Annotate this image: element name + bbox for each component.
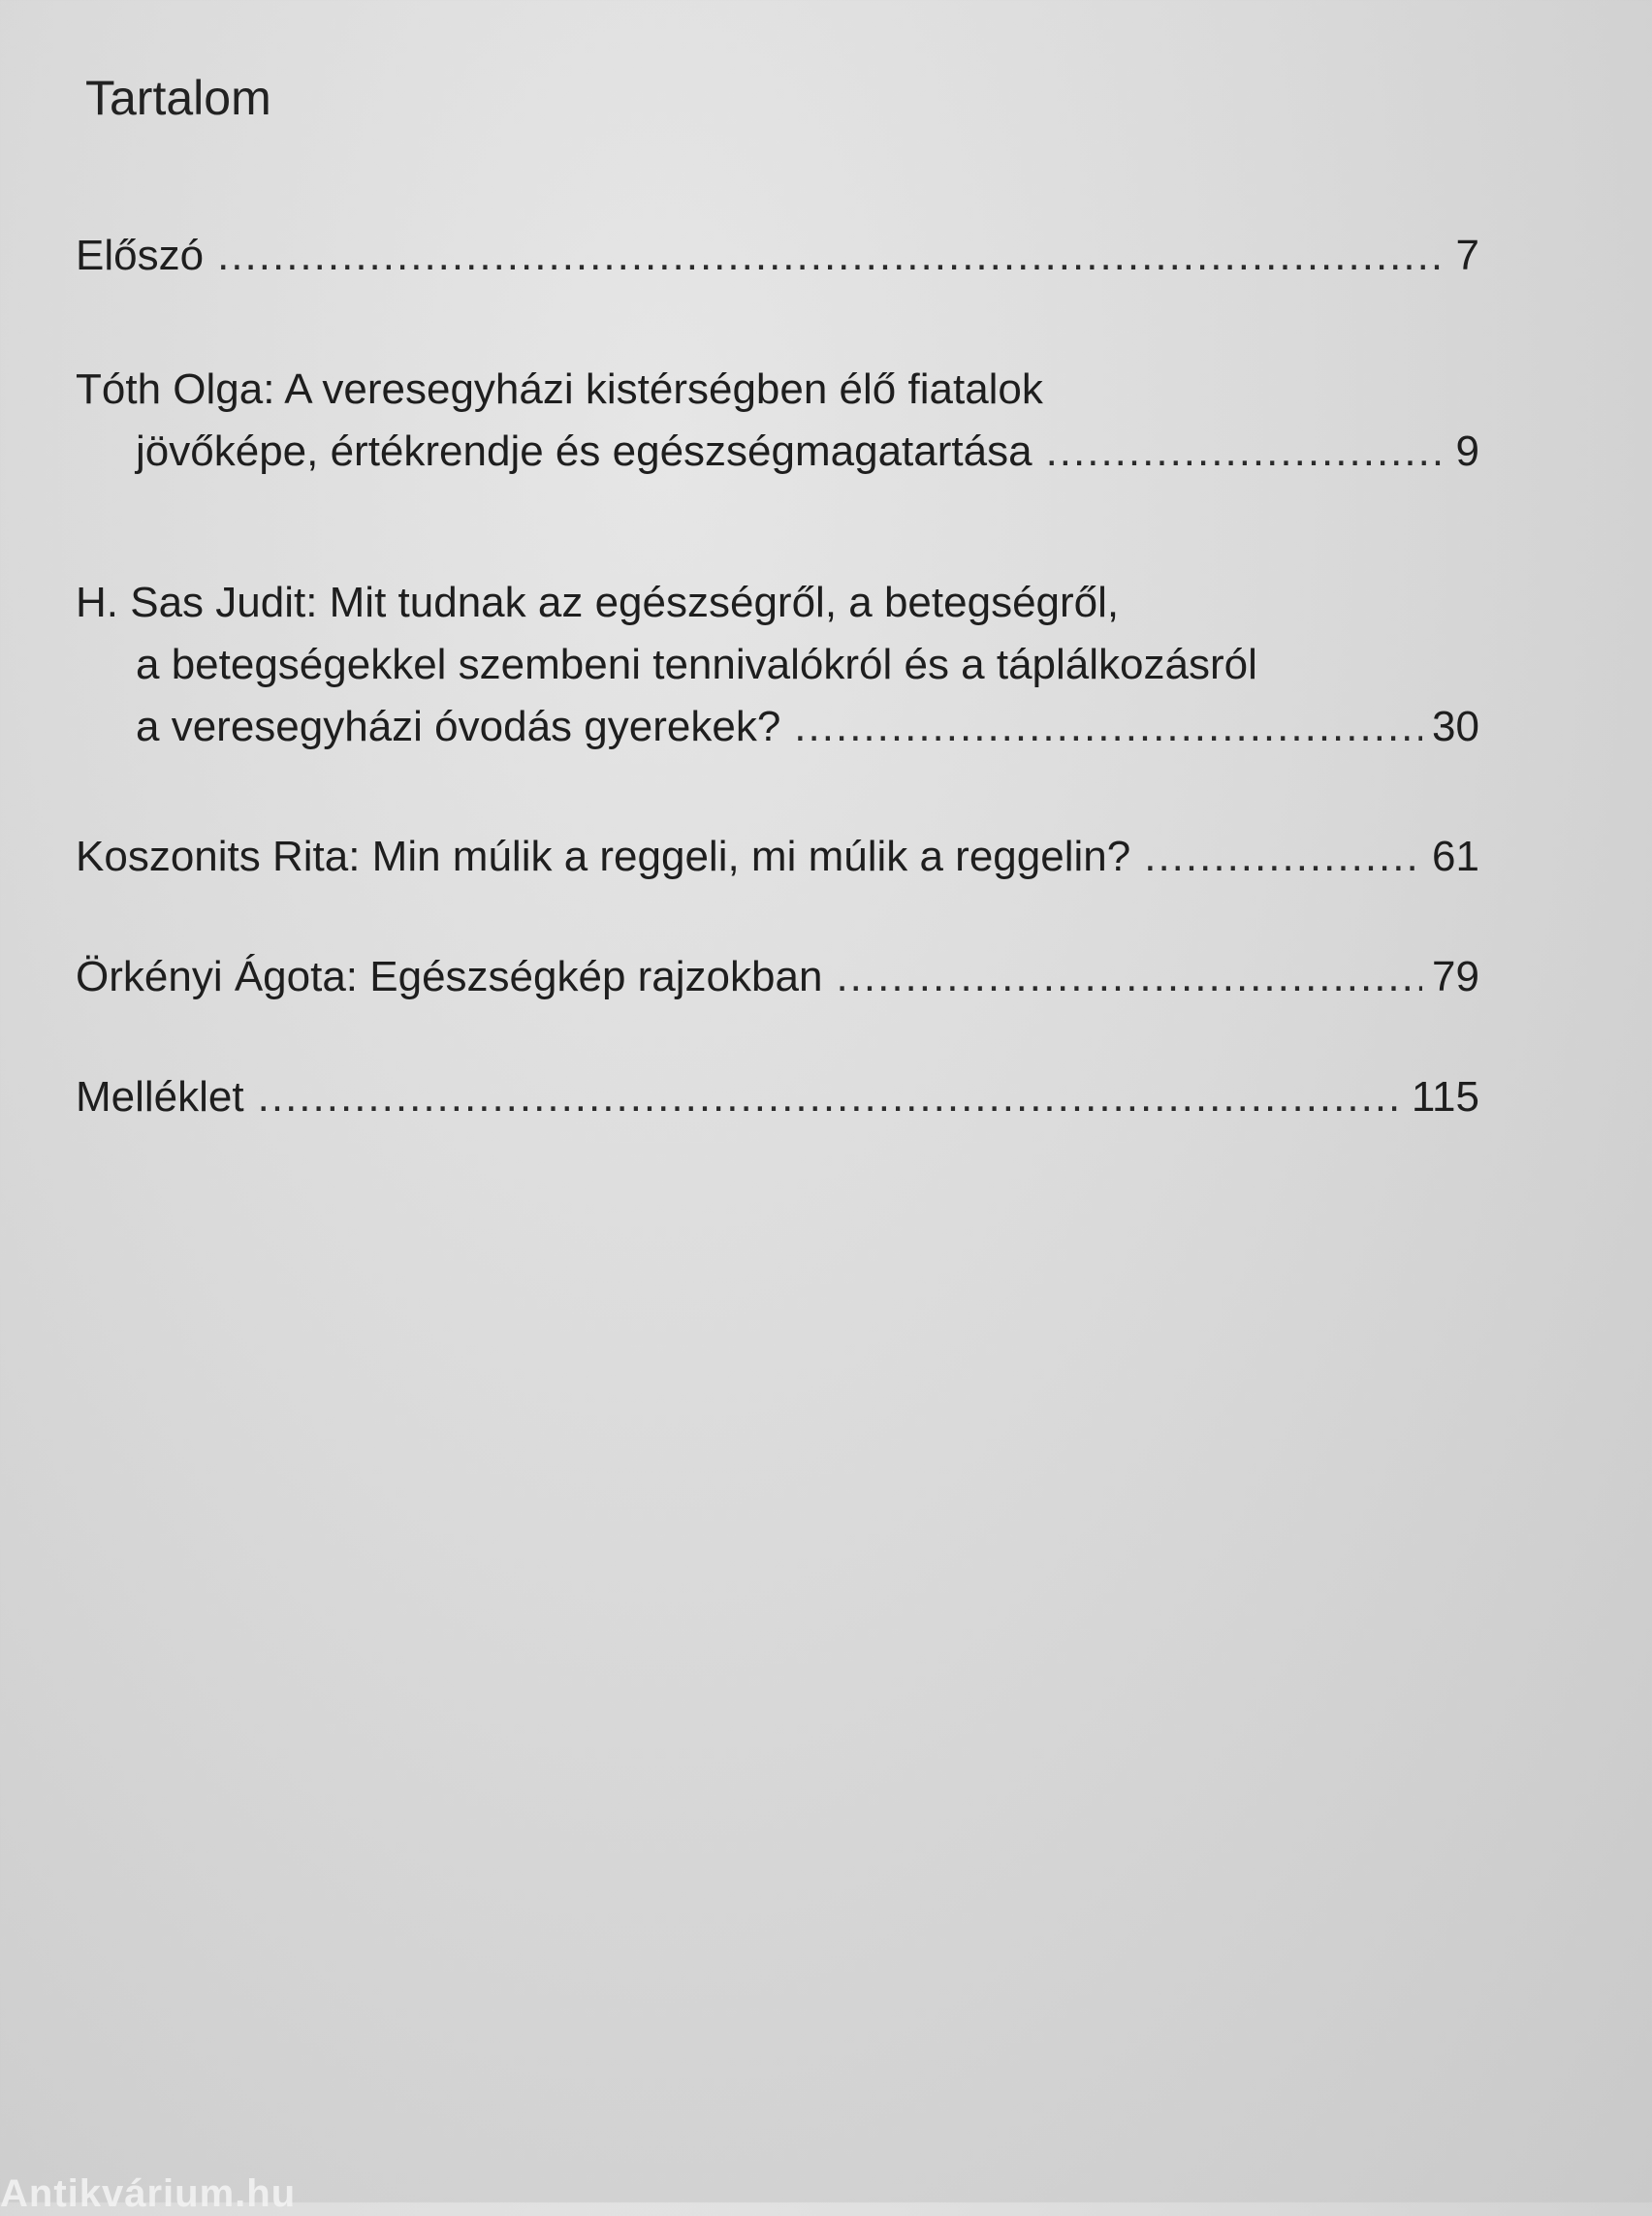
toc-page-number: 9	[1455, 427, 1479, 475]
table-of-contents	[76, 225, 1479, 1128]
toc-entry-toth-olga	[76, 359, 1479, 483]
dot-leader	[258, 1066, 1402, 1128]
toc-entry-title: Előszó	[76, 232, 205, 279]
toc-page-number: 115	[1411, 1073, 1479, 1121]
dot-leader	[1046, 421, 1446, 483]
toc-entry-title: Tóth Olga: A veresegyházi kistérségben élő fiatalok	[76, 365, 1043, 413]
toc-page-number: 30	[1432, 703, 1479, 750]
toc-page-number: 79	[1432, 953, 1479, 1000]
toc-entry-title: Örkényi Ágota: Egészségkép rajzokban	[76, 953, 823, 1000]
page-title: Tartalom	[85, 71, 271, 125]
toc-entry-melleklet	[76, 1066, 1479, 1128]
toc-page-number: 7	[1455, 232, 1479, 279]
toc-entry-title: Melléklet	[76, 1073, 244, 1121]
toc-entry-title-continued: jövőképe, értékrendje és egészségmagatartása	[136, 427, 1032, 475]
toc-page-number: 61	[1432, 833, 1479, 880]
toc-entry-eloszo	[76, 225, 1479, 287]
dot-leader	[836, 946, 1422, 1008]
toc-entry-h-sas-judit	[76, 572, 1479, 758]
dot-leader	[217, 225, 1446, 287]
toc-entry-title-continued: a betegségekkel szembeni tennivalókról és a táplálkozásról	[136, 641, 1257, 688]
dot-leader	[794, 696, 1422, 758]
toc-entry-title-continued: a veresegyházi óvodás gyerekek?	[136, 703, 781, 750]
dot-leader	[1144, 826, 1422, 888]
watermark: Antikvárium.hu	[0, 2172, 297, 2215]
toc-entry-title: H. Sas Judit: Mit tudnak az egészségről, a betegségről,	[76, 579, 1120, 626]
toc-entry-koszonits-rita	[76, 826, 1479, 888]
toc-entry-title: Koszonits Rita: Min múlik a reggeli, mi múlik a reggelin?	[76, 833, 1131, 880]
toc-entry-orkenyi-agota	[76, 946, 1479, 1008]
